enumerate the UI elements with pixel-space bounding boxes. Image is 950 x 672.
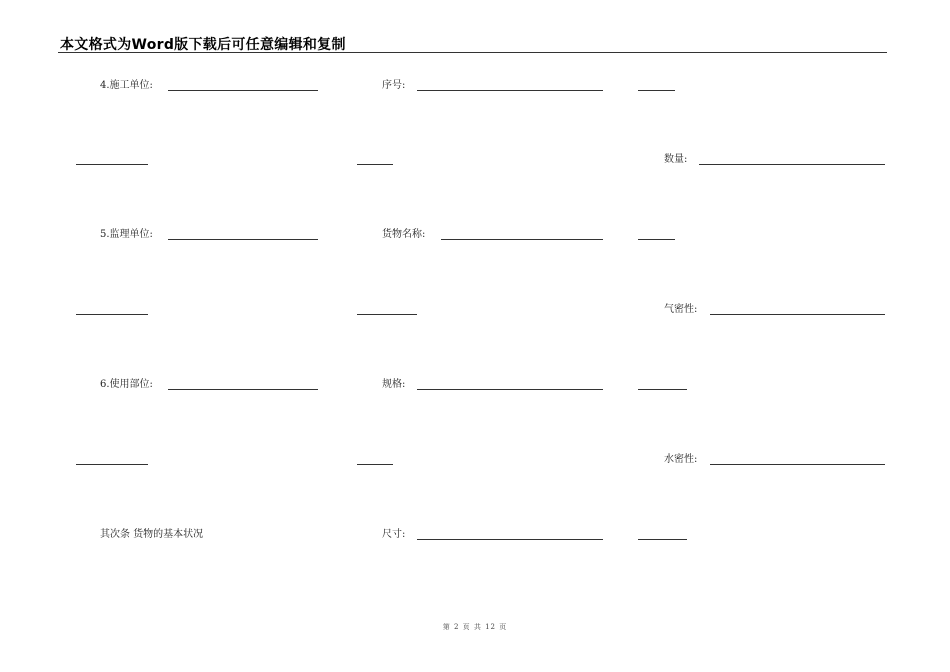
row4-blank-middle[interactable] [357, 314, 417, 315]
quantity-label: 数量: [664, 154, 688, 165]
page-header-title: 本文格式为Word版下载后可任意编辑和复制 [60, 37, 346, 53]
header-divider [58, 52, 887, 53]
row2-blank-middle[interactable] [357, 164, 393, 165]
serial-no-blank-continued[interactable] [638, 90, 675, 91]
row2-blank-left[interactable] [76, 164, 148, 165]
quantity-blank[interactable] [699, 164, 885, 165]
specification-blank-continued[interactable] [638, 389, 687, 390]
usage-part-label: 6.使用部位: [100, 379, 153, 390]
dimension-label: 尺寸: [382, 529, 406, 540]
specification-label: 规格: [382, 379, 406, 390]
air-tightness-label: 气密性: [664, 304, 698, 315]
construction-unit-label: 4.施工单位: [100, 80, 153, 91]
water-tightness-label: 水密性: [664, 454, 698, 465]
serial-no-label: 序号: [382, 80, 406, 91]
goods-name-label: 货物名称: [382, 229, 426, 240]
row4-blank-left[interactable] [76, 314, 148, 315]
page-number-footer: 第 2 页 共 12 页 [442, 623, 508, 631]
supervision-unit-blank[interactable] [168, 239, 318, 240]
row6-blank-middle[interactable] [357, 464, 393, 465]
dimension-blank[interactable] [417, 539, 603, 540]
row6-blank-left[interactable] [76, 464, 148, 465]
goods-name-blank-continued[interactable] [638, 239, 675, 240]
water-tightness-blank[interactable] [710, 464, 885, 465]
basic-condition-heading: 其次条 货物的基本状况 [100, 529, 204, 540]
serial-no-blank[interactable] [417, 90, 603, 91]
construction-unit-blank[interactable] [168, 90, 318, 91]
usage-part-blank[interactable] [168, 389, 318, 390]
air-tightness-blank[interactable] [710, 314, 885, 315]
goods-name-blank[interactable] [441, 239, 603, 240]
dimension-blank-continued[interactable] [638, 539, 687, 540]
supervision-unit-label: 5.监理单位: [100, 229, 153, 240]
specification-blank[interactable] [417, 389, 603, 390]
